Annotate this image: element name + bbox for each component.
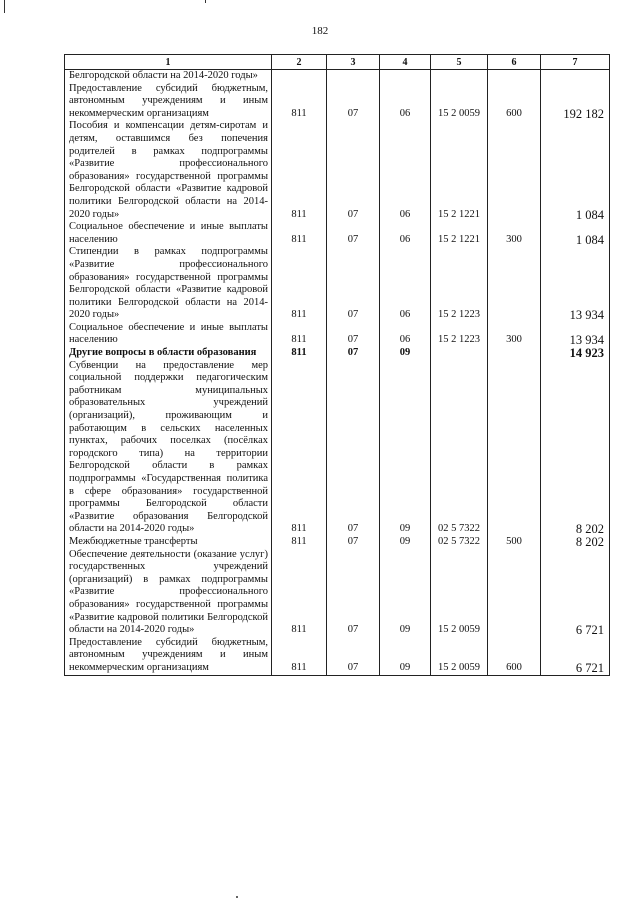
table-row [65,83,610,121]
column-header: 2 [272,55,327,70]
amount-cell: 8 202 [541,360,610,536]
target-article-cell: 15 2 1221 [431,221,488,246]
table-row [65,120,610,221]
table-row [65,70,610,83]
table-row [65,347,610,360]
budget-table [64,54,610,676]
column-header: 5 [431,55,488,70]
target-article-cell: 15 2 1223 [431,322,488,347]
target-article-cell [431,347,488,360]
column-header: 3 [327,55,380,70]
subsection-code-cell: 06 [380,120,431,221]
ministry-code-cell: 811 [272,347,327,360]
expense-type-cell: 500 [488,536,541,549]
section-code-cell: 07 [327,83,380,121]
subsection-code-cell: 09 [380,637,431,675]
amount-cell: 192 182 [541,83,610,121]
scan-speck [236,896,238,898]
target-article-cell: 15 2 0059 [431,83,488,121]
column-header: 7 [541,55,610,70]
row-name-cell: Социальное обеспечение и иные выплаты населению [65,221,272,246]
row-name-cell: Белгородской области на 2014-2020 годы» [65,70,272,83]
table-row [65,637,610,675]
row-name-cell: Социальное обеспечение и иные выплаты населению [65,322,272,347]
ministry-code-cell: 811 [272,221,327,246]
table-row [65,246,610,322]
column-header: 6 [488,55,541,70]
row-name-cell: Предоставление субсидий бюджетным, автономным учреждениям и иным некоммерческим организациям [65,83,272,121]
expense-type-cell [488,120,541,221]
subsection-code-cell: 09 [380,347,431,360]
section-code-cell: 07 [327,360,380,536]
table-row [65,360,610,536]
target-article-cell: 15 2 1221 [431,120,488,221]
amount-cell: 1 084 [541,221,610,246]
ministry-code-cell: 811 [272,322,327,347]
row-name-cell: Обеспечение деятельности (оказание услуг) государственных учреждений (организаций) в рамках подпрограммы «Развитие профессионального образования» государственной программы «Развитие кадровой политики Белгородской области на 2014-2020 годы» [65,549,272,637]
target-article-cell [431,70,488,83]
ministry-code-cell: 811 [272,549,327,637]
expense-type-cell: 300 [488,322,541,347]
row-name-cell: Стипендии в рамках подпрограммы «Развитие профессионального образования» государственной программы Белгородской области «Развитие кадровой политики Белгородской области на 2014-2020 годы» [65,246,272,322]
table-row [65,536,610,549]
column-header: 4 [380,55,431,70]
target-article-cell: 15 2 0059 [431,637,488,675]
section-code-cell: 07 [327,549,380,637]
expense-type-cell [488,246,541,322]
amount-cell [541,70,610,83]
expense-type-cell [488,70,541,83]
subsection-code-cell: 06 [380,83,431,121]
subsection-code-cell: 06 [380,246,431,322]
amount-cell: 6 721 [541,637,610,675]
section-code-cell [327,70,380,83]
row-name-cell: Пособия и компенсации детям-сиротам и детям, оставшимся без попечения родителей в рамках подпрограммы «Развитие профессионального образования» государственной программы Белгородской области «Развитие кадровой политики Белгородской области на 2014-2020 годы» [65,120,272,221]
subsection-code-cell: 09 [380,549,431,637]
target-article-cell: 15 2 0059 [431,549,488,637]
expense-type-cell [488,360,541,536]
subsection-code-cell: 06 [380,221,431,246]
section-code-cell: 07 [327,221,380,246]
ministry-code-cell: 811 [272,637,327,675]
section-code-cell: 07 [327,347,380,360]
subsection-code-cell: 09 [380,360,431,536]
amount-cell: 13 934 [541,246,610,322]
target-article-cell: 15 2 1223 [431,246,488,322]
section-code-cell: 07 [327,637,380,675]
scan-edge-mark [4,0,5,13]
expense-type-cell [488,347,541,360]
page-number: 182 [311,25,329,37]
column-header: 1 [65,55,272,70]
expense-type-cell: 600 [488,83,541,121]
row-name-cell: Предоставление субсидий бюджетным, автономным учреждениям и иным некоммерческим организациям [65,637,272,675]
section-code-cell: 07 [327,322,380,347]
amount-cell: 13 934 [541,322,610,347]
ministry-code-cell [272,70,327,83]
scan-edge-mark [205,0,206,3]
ministry-code-cell: 811 [272,536,327,549]
amount-cell: 14 923 [541,347,610,360]
amount-cell: 6 721 [541,549,610,637]
expense-type-cell: 300 [488,221,541,246]
table-body [65,70,610,676]
section-code-cell: 07 [327,120,380,221]
expense-type-cell: 600 [488,637,541,675]
target-article-cell: 02 5 7322 [431,536,488,549]
table-row [65,549,610,637]
row-name-cell: Субвенции на предоставление мер социальной поддержки педагогическим работникам муниципальных образовательных учреждений (организаций), проживающим и работающим в сельских населенных пунктах, рабочих поселках (посёлках городского типа) на территории Белгородской области в рамках подпрограммы «Государственная политика в сфере образования» государственной программы Белгородской области «Развитие образования Белгородской области на 2014-2020 годы» [65,360,272,536]
amount-cell: 8 202 [541,536,610,549]
table-row [65,221,610,246]
ministry-code-cell: 811 [272,120,327,221]
ministry-code-cell: 811 [272,83,327,121]
table-row [65,322,610,347]
section-code-cell: 07 [327,246,380,322]
ministry-code-cell: 811 [272,246,327,322]
amount-cell: 1 084 [541,120,610,221]
row-name-cell: Другие вопросы в области образования [65,347,272,360]
subsection-code-cell: 06 [380,322,431,347]
row-name-cell: Межбюджетные трансферты [65,536,272,549]
expense-type-cell [488,549,541,637]
subsection-code-cell [380,70,431,83]
section-code-cell: 07 [327,536,380,549]
column-number-row [65,55,610,70]
target-article-cell: 02 5 7322 [431,360,488,536]
ministry-code-cell: 811 [272,360,327,536]
subsection-code-cell: 09 [380,536,431,549]
